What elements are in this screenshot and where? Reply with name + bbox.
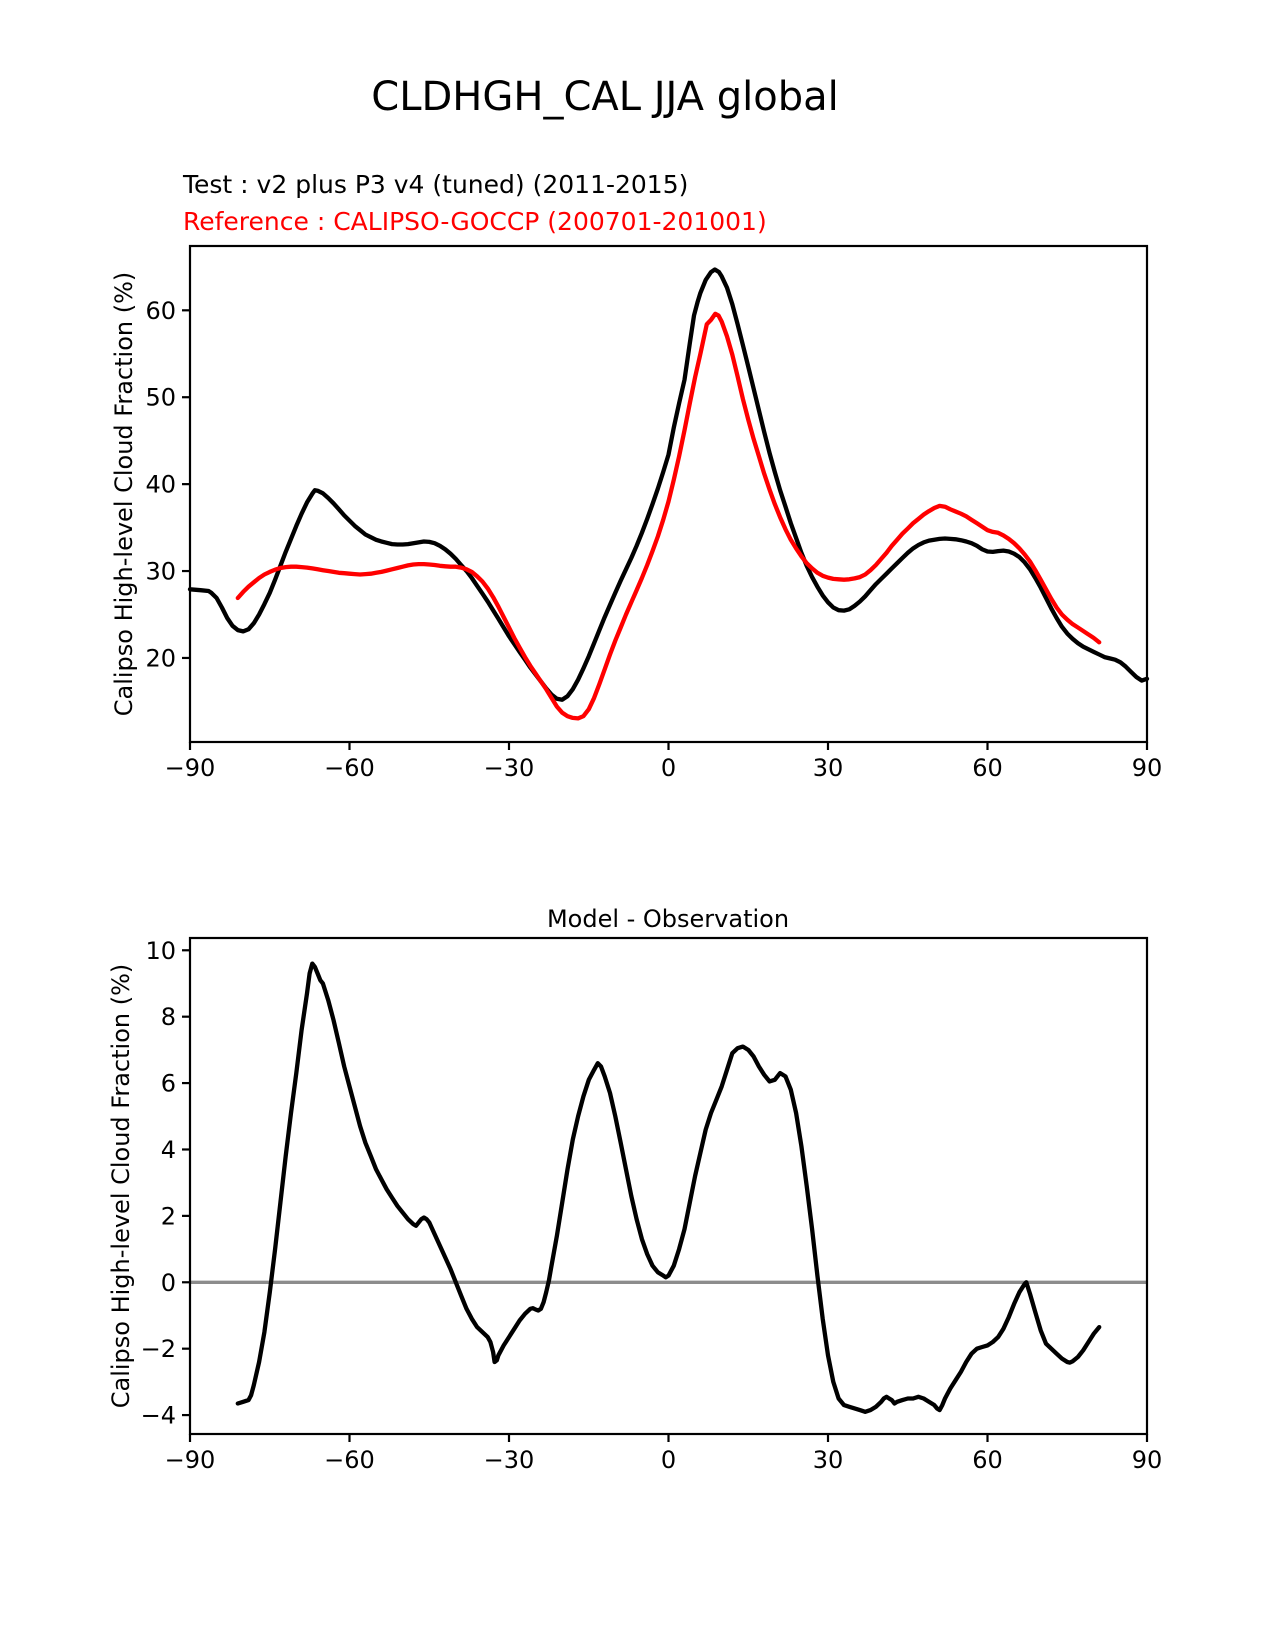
legend-reference-label: Reference : CALIPSO-GOCCP (200701-201001) (183, 207, 767, 236)
bottom-chart-y-axis-label: Calipso High-level Cloud Fraction (%) (107, 963, 135, 1409)
bottom-chart-x-tick-label: 30 (812, 1446, 844, 1474)
bottom-chart-x-tick-label: −90 (164, 1446, 216, 1474)
top-chart-series-line-1 (238, 314, 1099, 719)
top-chart-x-tick-label: 30 (812, 754, 844, 782)
bottom-chart-y-tick-label: 10 (145, 936, 176, 965)
top-chart-y-tick-label: 50 (145, 383, 176, 412)
top-chart-y-tick-label: 60 (145, 296, 176, 325)
bottom-chart-y-tick-label: 4 (160, 1135, 176, 1164)
top-chart-series-line-0 (190, 270, 1147, 700)
top-chart-y-axis-label: Calipso High-level Cloud Fraction (%) (110, 271, 138, 717)
top-chart-x-tick-label: 0 (660, 754, 677, 782)
top-chart-x-tick-label: 90 (1131, 754, 1163, 782)
bottom-chart-x-tick-label: 0 (660, 1446, 677, 1474)
bottom-chart-x-tick-label: 90 (1131, 1446, 1163, 1474)
bottom-chart-title: Model - Observation (546, 905, 790, 933)
figure-title: CLDHGH_CAL JJA global (371, 74, 839, 120)
top-chart-y-tick-label: 20 (145, 644, 176, 673)
bottom-chart-y-tick-label: 0 (160, 1268, 176, 1297)
bottom-chart-y-tick-label: 6 (160, 1069, 176, 1098)
bottom-chart-y-tick-label: 8 (160, 1003, 176, 1032)
top-chart-y-tick-label: 30 (145, 557, 176, 586)
top-chart-x-tick-label: −30 (483, 754, 535, 782)
top-chart-x-tick-label: −90 (164, 754, 216, 782)
bottom-chart-y-tick-label: −2 (140, 1335, 176, 1364)
top-chart-x-tick-label: −60 (324, 754, 375, 782)
bottom-chart-y-tick-label: −4 (140, 1401, 176, 1430)
top-chart-x-tick-label: 60 (972, 754, 1003, 782)
bottom-chart-x-tick-label: −60 (324, 1446, 375, 1474)
bottom-chart-x-tick-label: −30 (483, 1446, 535, 1474)
legend-test-label: Test : v2 plus P3 v4 (tuned) (2011-2015) (183, 170, 689, 199)
bottom-chart-series-line-0 (238, 964, 1099, 1412)
bottom-chart-y-tick-label: 2 (160, 1202, 176, 1231)
top-chart-y-tick-label: 40 (145, 470, 176, 499)
bottom-chart-x-tick-label: 60 (972, 1446, 1003, 1474)
